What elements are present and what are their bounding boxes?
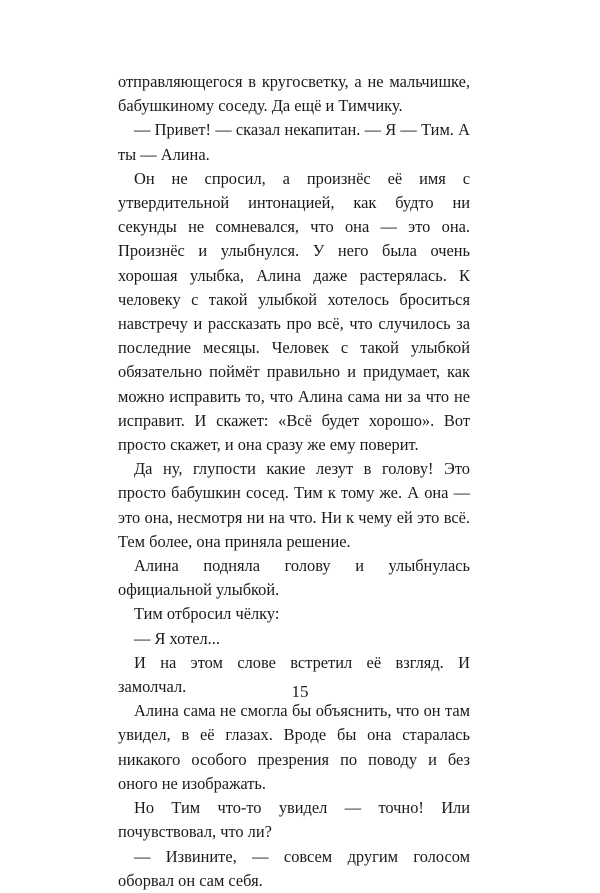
body-text	[118, 70, 470, 893]
paragraph: — Извините, — совсем другим голосом оборвал он сам себя.	[118, 846, 470, 890]
paragraph: Да ну, глупости какие лезут в голову! Это просто бабушкин сосед. Тим к тому же. А она — это она, несмотря ни на что. Ни к чему ей это всё. Тем более, она приняла решение.	[118, 459, 470, 551]
paragraph: — Привет! — сказал некапитан. — Я — Тим. А ты — Алина.	[118, 120, 470, 164]
paragraph: Алина подняла голову и улыбнулась официальной улыбкой.	[118, 556, 470, 600]
paragraph: Он не спросил, а произнёс её имя с утвердительной интонацией, как будто ни секунды не сомневался, что она — это она. Произнёс и улыбнулся. У него была очень хорошая улыбка, Алина даже растерялась. К человеку с такой улыбкой хотелось броситься навстречу и рассказать про всё, что случилось за последние месяцы. Человек с такой улыбкой обязательно поймёт правильно и придумает, как можно исправить то, что Алина сама ни за что не исправит. И скажет: «Всё будет хорошо». Вот просто скажет, и она сразу же ему поверит.	[118, 168, 470, 455]
paragraph: отправляющегося в кругосветку, а не мальчишке, бабушкиному соседу. Да ещё и Тимчику.	[118, 72, 470, 116]
paragraph: Но Тим что-то увидел — точно! Или почувствовал, что ли?	[118, 798, 470, 842]
paragraph: Тим отбросил чёлку:	[134, 604, 280, 624]
paragraph: И на этом слове встретил её взгляд. И замолчал.	[118, 652, 470, 697]
page-number: 15	[291, 682, 309, 701]
paragraph: — Я хотел...	[134, 628, 220, 648]
paragraph: Алина сама не смогла бы объяснить, что он там увидел, в её глазах. Вроде бы она старалась никакого особого презрения по поводу и без оного не изображать.	[118, 701, 470, 793]
